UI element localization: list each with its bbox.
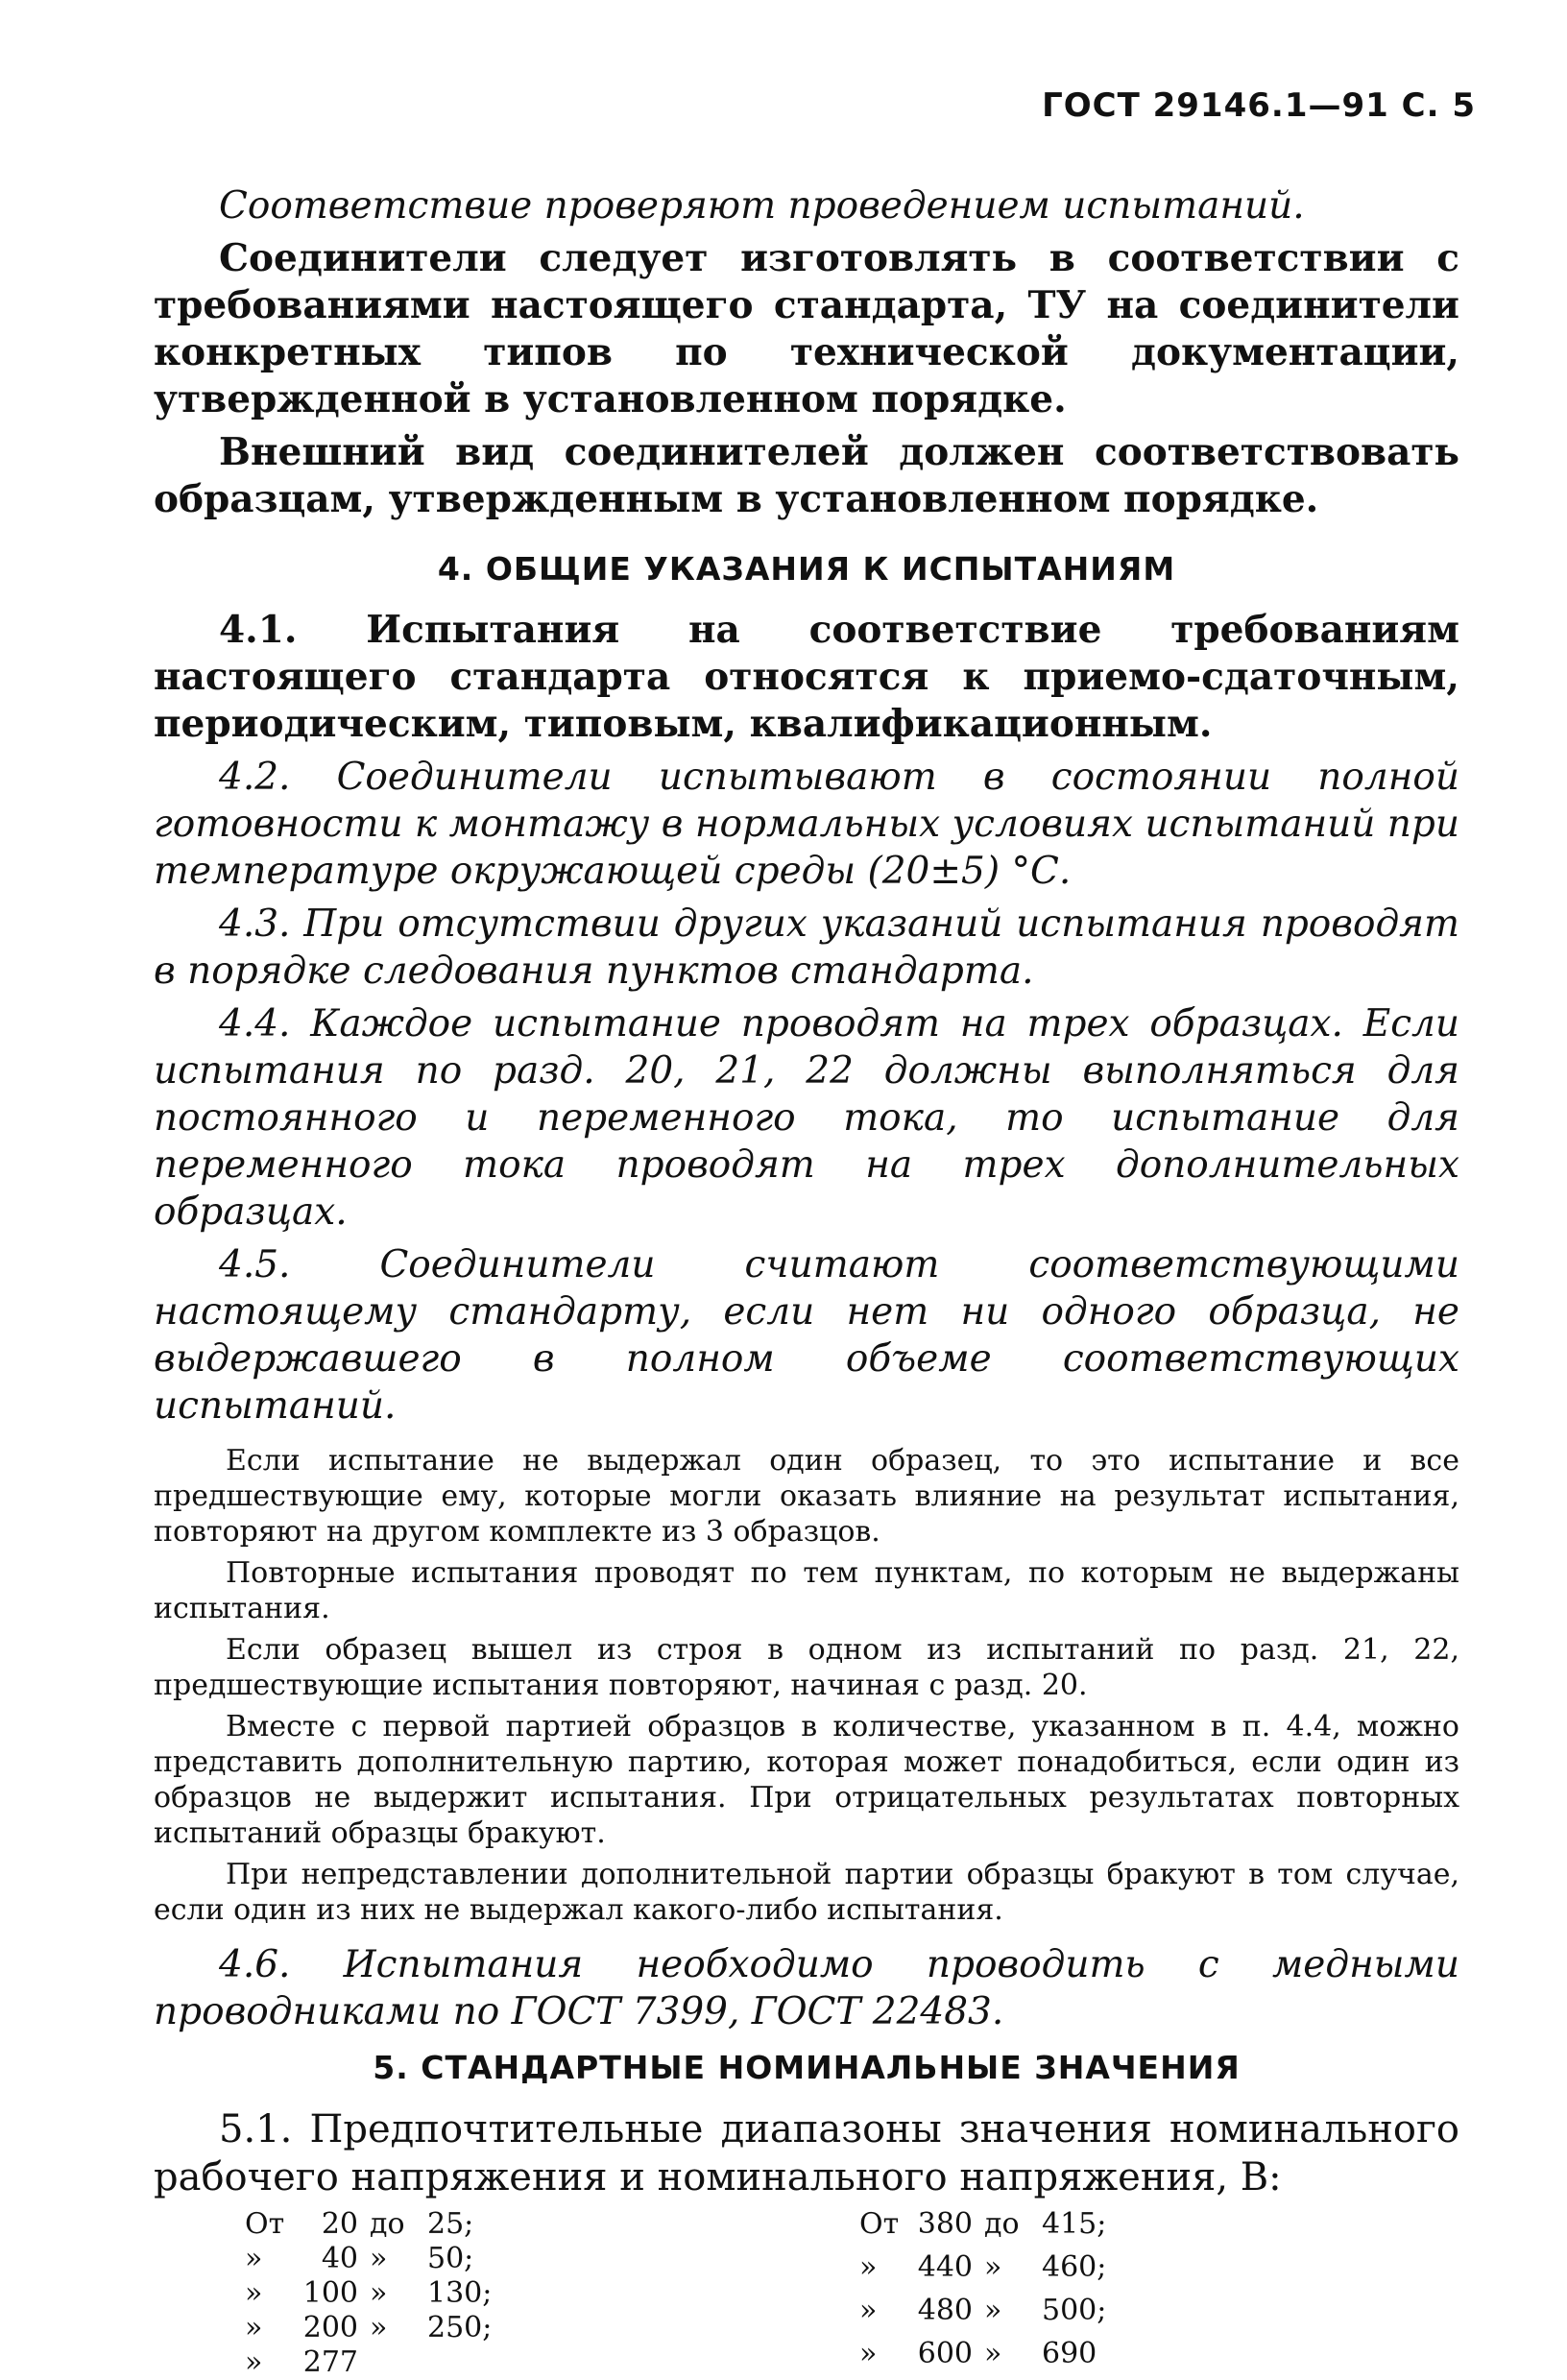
document-body — [154, 182, 1459, 2380]
range-sep: » — [370, 2276, 388, 2310]
range-from: 380 — [917, 2207, 973, 2241]
range-prefix: » — [245, 2311, 263, 2344]
range-sep: до — [370, 2207, 405, 2241]
range-from: 200 — [302, 2311, 358, 2344]
range-from: 100 — [302, 2276, 358, 2310]
note-paragraph-3: Если образец вышел из строя в одном из испытаний по разд. 21, 22, предшествующие испытания повторяют, начиная с разд. 20. — [154, 1633, 1459, 1702]
range-from: 440 — [917, 2250, 973, 2284]
range-to: 460; — [1042, 2250, 1107, 2284]
voltage-ranges-table — [154, 2207, 1459, 2380]
range-prefix: » — [245, 2345, 263, 2379]
note-paragraph-2: Повторные испытания проводят по тем пунктам, по которым не выдержаны испытания. — [154, 1556, 1459, 1625]
range-sep: » — [984, 2294, 1002, 2327]
range-prefix: От — [245, 2207, 285, 2241]
range-from: 40 — [321, 2242, 358, 2275]
range-sep: » — [984, 2250, 1002, 2284]
page-header: ГОСТ 29146.1—91 С. 5 — [1042, 86, 1476, 125]
range-from: 480 — [917, 2294, 973, 2327]
section-5-heading: 5. СТАНДАРТНЫЕ НОМИНАЛЬНЫЕ ЗНАЧЕНИЯ — [373, 2049, 1241, 2086]
range-sep: до — [984, 2207, 1020, 2241]
range-prefix: » — [859, 2250, 878, 2284]
range-from: 600 — [917, 2337, 973, 2370]
range-sep: » — [370, 2242, 388, 2275]
range-to: 690 — [1042, 2337, 1097, 2370]
voltage-ranges-left-column — [245, 2207, 859, 2380]
section-4-heading: 4. ОБЩИЕ УКАЗАНИЯ К ИСПЫТАНИЯМ — [437, 550, 1176, 588]
range-to: 250; — [427, 2311, 493, 2344]
intro-paragraph-2: Соединители следует изготовлять в соответствии с требованиями настоящего стандарта, ТУ на соединители конкретных типов по технической документации, утвержденной в установленном порядке. — [154, 236, 1459, 421]
range-prefix: » — [245, 2242, 263, 2275]
clause-4-4: 4.4. Каждое испытание проводят на трех образцах. Если испытания по разд. 20, 21, 22 должны выполняться для постоянного и переменного тока, то испытание для переменного тока проводят на трех дополнительных образцах. — [154, 1002, 1459, 1234]
range-prefix: » — [245, 2276, 263, 2310]
note-paragraph-1: Если испытание не выдержал один образец, то это испытание и все предшествующие ему, которые могли оказать влияние на результат испытания, повторяют на другом комплекте из 3 образцов. — [154, 1444, 1459, 1549]
range-to: 50; — [427, 2242, 474, 2275]
clause-4-3: 4.3. При отсутствии других указаний испытания проводят в порядке следования пунктов стандарта. — [154, 902, 1459, 993]
range-to: 130; — [427, 2276, 493, 2310]
note-paragraph-4: Вместе с первой партией образцов в количестве, указанном в п. 4.4, можно представить дополнительную партию, которая может понадобиться, если один из образцов не выдержит испытания. При отрицательных результатах повторных испытаний образцы бракуют. — [154, 1710, 1459, 1850]
range-prefix: От — [859, 2207, 900, 2241]
range-sep: » — [370, 2311, 388, 2344]
intro-paragraph-1: Соответствие проверяют проведением испытаний. — [219, 184, 1305, 228]
range-to — [427, 2345, 533, 2380]
range-prefix: » — [859, 2337, 878, 2370]
clause-4-1: 4.1. Испытания на соответствие требованиям настоящего стандарта относятся к приемо-сдаточным, периодическим, типовым, квалификационным. — [154, 608, 1459, 746]
range-from: 277 — [302, 2345, 358, 2379]
note-paragraph-5: При непредставлении дополнительной партии образцы бракуют в том случае, если один из них не выдержал какого-либо испытания. — [154, 1858, 1459, 1927]
range-prefix: » — [859, 2294, 878, 2327]
clause-5-1: 5.1. Предпочтительные диапазоны значения номинального рабочего напряжения и номинального напряжения, В: — [154, 2107, 1459, 2200]
range-to: 25; — [427, 2207, 474, 2241]
range-from: 20 — [321, 2207, 358, 2241]
range-sep: » — [984, 2337, 1002, 2370]
clause-4-6: 4.6. Испытания необходимо проводить с медными проводниками по ГОСТ 7399, ГОСТ 22483. — [154, 1943, 1459, 2033]
range-sep — [370, 2345, 427, 2380]
intro-paragraph-3: Внешний вид соединителей должен соответствовать образцам, утвержденным в установленном порядке. — [154, 430, 1459, 521]
range-to: 415; — [1042, 2207, 1107, 2241]
voltage-ranges-right-column — [859, 2207, 1147, 2380]
clause-4-5: 4.5. Соединители считают соответствующими настоящему стандарту, если нет ни одного образца, не выдержавшего в полном объеме соответствующих испытаний. — [154, 1243, 1459, 1428]
clause-4-2: 4.2. Соединители испытывают в состоянии полной готовности к монтажу в нормальных условиях испытаний при температуре окружающей среды (20±5) °С. — [154, 756, 1459, 893]
range-to: 500; — [1042, 2294, 1107, 2327]
